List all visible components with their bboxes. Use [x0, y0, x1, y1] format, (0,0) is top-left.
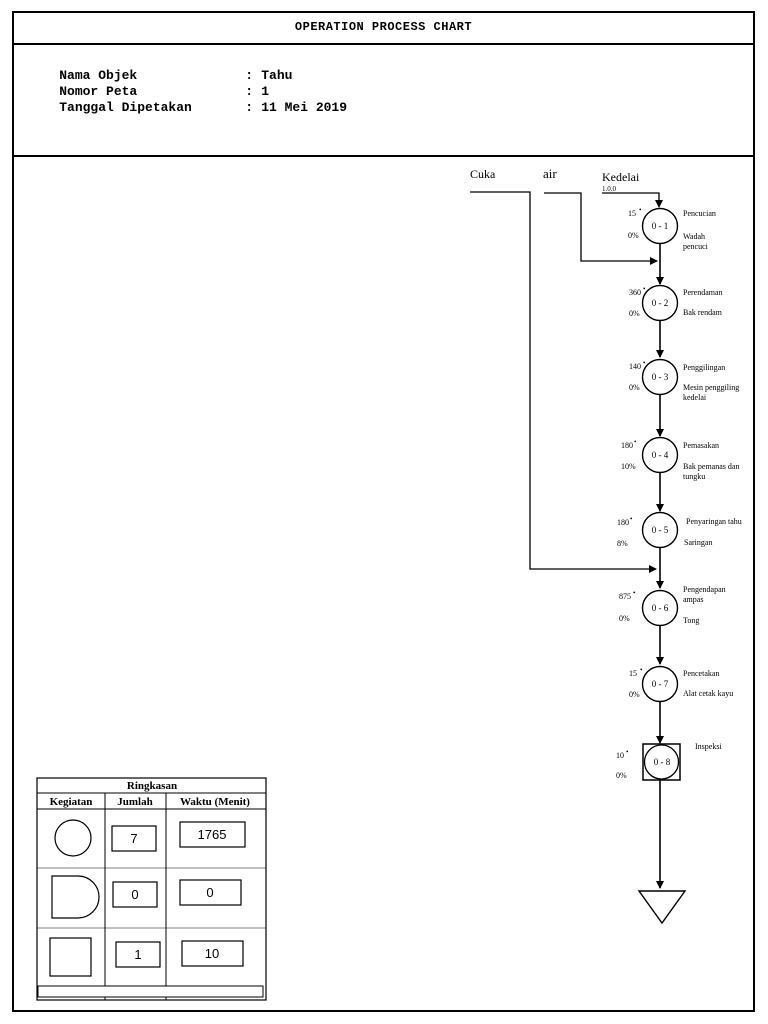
- input-code-kedelai: 1.0.0: [602, 185, 616, 193]
- operation-0-4: [621, 438, 739, 482]
- operation-0-7: [629, 666, 733, 702]
- operation-pct: 8%: [617, 539, 628, 548]
- operation-tool: Mesin penggiling kedelai: [683, 383, 740, 402]
- info-value: 11 Mei 2019: [261, 100, 348, 115]
- time-degree-mark: •: [639, 206, 642, 214]
- inspection-0-8: [616, 742, 722, 780]
- operation-code: 0 - 5: [651, 525, 669, 535]
- operation-tool: Bak rendam: [683, 308, 722, 317]
- time-degree-mark: •: [643, 359, 646, 367]
- operation-0-3: [629, 359, 739, 402]
- time-degree-mark: •: [634, 438, 637, 446]
- cuka-line: [470, 192, 656, 569]
- info-sep: :: [245, 68, 254, 83]
- input-label-kedelai: Kedelai: [602, 170, 640, 184]
- operation-pct: 10%: [621, 462, 636, 471]
- summary-count: 7: [130, 831, 138, 846]
- info-value: 1: [261, 84, 270, 99]
- operation-time: 140: [629, 362, 641, 371]
- operation-0-5: [617, 513, 742, 549]
- time-degree-mark: •: [633, 589, 636, 597]
- operation-time: 360: [629, 288, 641, 297]
- chart-title-text: OPERATION PROCESS CHART: [294, 20, 473, 34]
- operation-code: 0 - 1: [651, 221, 669, 231]
- operation-time: 15: [629, 669, 637, 678]
- info-value: Tahu: [261, 68, 293, 83]
- info-label: Nama Objek: [59, 68, 138, 83]
- time-degree-mark: •: [630, 515, 633, 523]
- summary-time: 10: [204, 946, 220, 961]
- summary-time: 0: [206, 885, 214, 900]
- operation-0-1: [628, 206, 716, 251]
- info-sep: :: [245, 84, 254, 99]
- summary-header-kegiatan: Kegiatan: [49, 796, 93, 808]
- operation-0-2: [629, 285, 723, 321]
- operation-time: 180: [621, 441, 633, 450]
- time-degree-mark: •: [640, 666, 643, 674]
- operation-pct: 0%: [629, 690, 640, 699]
- input-lines: [470, 192, 659, 569]
- info-label: Tanggal Dipetakan: [59, 100, 192, 115]
- operation-name: Penyaringan tahu: [686, 517, 742, 526]
- info-label: Nomor Peta: [59, 84, 138, 99]
- operation-tool: Saringan: [684, 538, 713, 547]
- operation-name: Penggilingan: [683, 363, 726, 372]
- summary-header-waktu: Waktu (Menit): [180, 796, 250, 808]
- operation-time: 875: [619, 592, 631, 601]
- operation-name: Pengendapan ampas: [683, 585, 726, 604]
- input-label-air: air: [543, 166, 557, 181]
- operation-pct: 0%: [628, 231, 639, 240]
- operation-name: Perendaman: [683, 288, 723, 297]
- summary-table: [37, 778, 266, 1000]
- operation-pct: 0%: [629, 383, 640, 392]
- operation-tool: Tong: [683, 616, 700, 625]
- operation-name: Pencetakan: [683, 669, 720, 678]
- operation-code: 0 - 3: [651, 372, 669, 382]
- summary-title: Ringkasan: [126, 780, 178, 792]
- summary-count: 0: [131, 887, 139, 902]
- time-degree-mark: •: [643, 285, 646, 293]
- operation-time: 180: [617, 518, 629, 527]
- operation-pct: 0%: [629, 309, 640, 318]
- info-sep: :: [245, 100, 254, 115]
- operation-code: 0 - 6: [651, 603, 669, 613]
- operation-pct: 0%: [619, 614, 630, 623]
- operation-tool: Alat cetak kayu: [683, 689, 734, 698]
- operation-pct: 0%: [616, 771, 627, 780]
- operation-tool: Wadah pencuci: [683, 232, 708, 251]
- operation-name: Inspeksi: [695, 742, 722, 751]
- operation-code: 0 - 8: [653, 757, 671, 767]
- square-icon: [50, 938, 91, 976]
- air-line: [544, 193, 657, 261]
- operation-tool: Bak pemanas dan tungku: [683, 462, 740, 481]
- input-label-cuka: Cuka: [470, 167, 496, 181]
- operation-0-6: [619, 585, 726, 626]
- operation-code: 0 - 2: [651, 298, 669, 308]
- operation-code: 0 - 4: [651, 450, 669, 460]
- circle-icon: [55, 820, 91, 856]
- operation-time: 15: [628, 209, 636, 218]
- operation-name: Pencucian: [683, 209, 716, 218]
- storage-triangle-icon: [639, 891, 685, 923]
- operation-time: 10: [616, 751, 624, 760]
- summary-time: 1765: [197, 827, 227, 842]
- summary-count: 1: [134, 947, 142, 962]
- time-degree-mark: •: [626, 748, 629, 756]
- summary-header-jumlah: Jumlah: [117, 796, 153, 808]
- operation-code: 0 - 7: [651, 679, 669, 689]
- operation-name: Pemasakan: [683, 441, 719, 450]
- delay-d-icon: [52, 876, 99, 918]
- input-labels: [470, 166, 640, 193]
- kedelai-line: [602, 193, 659, 207]
